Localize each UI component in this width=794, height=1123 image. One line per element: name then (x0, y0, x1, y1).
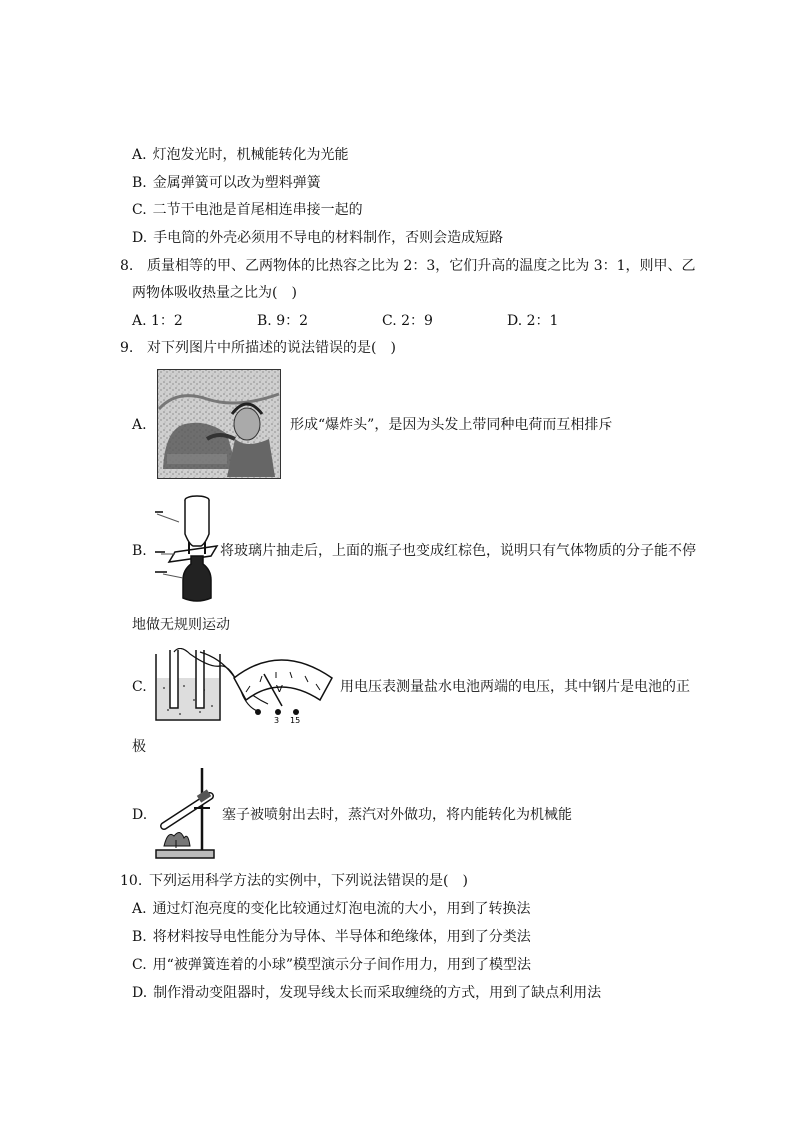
steam-test-tube-figure (154, 766, 220, 862)
hair-photo-figure (157, 369, 281, 479)
q7-option-d (132, 229, 503, 247)
q7-option-b (132, 174, 321, 192)
option-text: 金属弹簧可以改为塑料弹簧 (152, 175, 321, 191)
option-text: 灯泡发光时，机械能转化为光能 (152, 147, 349, 163)
q8-option-a: A. 1：2 (132, 313, 183, 329)
option-label: B. (132, 929, 147, 945)
q8-option-c: C. 2：9 (382, 313, 433, 329)
voltmeter-unit-label: V (276, 684, 283, 695)
option-label: A. (132, 147, 147, 163)
voltmeter-battery-figure (150, 648, 338, 724)
q9-option-d-label: D. (132, 807, 148, 823)
q10-stem: 下列运用科学方法的实例中，下列说法错误的是( ) (149, 873, 468, 889)
option-text: 将材料按导电性能分为导体、半导体和绝缘体，用到了分类法 (152, 929, 531, 945)
option-label: B. (132, 175, 147, 191)
option-text: 通过灯泡亮度的变化比较通过灯泡电流的大小，用到了转换法 (152, 901, 531, 917)
q9-option-c-text: 用电压表测量盐水电池两端的电压，其中钢片是电池的正 (340, 679, 690, 695)
q9-option-c-label: C. (132, 679, 147, 695)
terminal-3-label: 3 (274, 716, 280, 724)
q9-option-b-label: B. (132, 543, 147, 559)
q9-option-b-text: 将玻璃片抽走后，上面的瓶子也变成红棕色，说明只有气体物质的分子能不停 (220, 543, 696, 559)
q9-option-a-label: A. (132, 417, 147, 433)
option-label: C. (132, 957, 147, 973)
option-label: D. (132, 230, 148, 246)
option-text: 用“被弹簧连着的小球”模型演示分子间作用力，用到了模型法 (152, 957, 531, 973)
q9-number: 9. (120, 340, 134, 356)
q9-option-a-text: 形成“爆炸头”，是因为头发上带同种电荷而互相排斥 (290, 417, 613, 433)
q7-option-a (132, 146, 349, 164)
q8-number: 8. (120, 258, 134, 274)
option-text: 制作滑动变阻器时，发现导线太长而采取缠绕的方式，用到了缺点利用法 (153, 985, 602, 1001)
q8-options (132, 312, 692, 330)
terminal-15-label: 15 (290, 716, 301, 724)
q8-stem-line2: 两物体吸收热量之比为( ) (132, 285, 297, 301)
q10-option-c (132, 956, 531, 974)
q10-option-b (132, 928, 531, 946)
option-label: D. (132, 985, 148, 1001)
q9-option-b-continuation: 地做无规则运动 (132, 617, 230, 633)
option-label: A. (132, 901, 147, 917)
q7-option-c (132, 201, 363, 219)
q9-option-d-text: 塞子被喷射出去时，蒸汽对外做功，将内能转化为机械能 (222, 807, 572, 823)
q8-option-d: D. 2：1 (507, 313, 559, 329)
q10-number: 10. (120, 873, 143, 889)
q8-stem-line1: 质量相等的甲、乙两物体的比热容之比为 2：3，它们升高的温度之比为 3：1，则甲、乙 (147, 258, 696, 274)
option-label: C. (132, 202, 147, 218)
q9-option-c-continuation: 极 (132, 739, 146, 755)
diffusion-bottles-figure (155, 494, 221, 604)
q10-option-d (132, 984, 601, 1002)
option-text: 手电筒的外壳必须用不导电的材料制作，否则会造成短路 (153, 230, 504, 246)
option-text: 二节干电池是首尾相连串接一起的 (152, 202, 363, 218)
q9-stem: 对下列图片中所描述的说法错误的是( ) (147, 340, 396, 356)
q10-option-a (132, 900, 531, 918)
q8-option-b: B. 9：2 (257, 313, 309, 329)
